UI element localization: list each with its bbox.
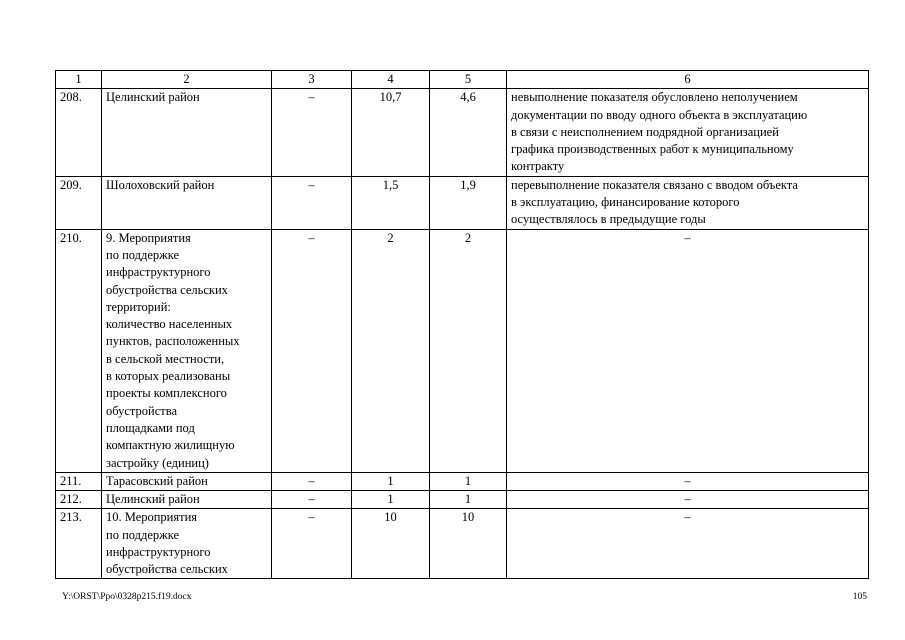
table-row: [56, 509, 869, 579]
row-col3-value: –: [272, 472, 352, 490]
name-line: площадками под: [106, 420, 195, 435]
row-col3-value: –: [272, 89, 352, 176]
header-col-2: 2: [102, 71, 272, 89]
table-row: [56, 491, 869, 509]
table-header-row: [56, 71, 869, 89]
note-line: осуществлялось в предыдущие годы: [511, 212, 706, 227]
table-row: [56, 89, 869, 176]
row-note: –: [507, 491, 869, 509]
row-col4-value: 1: [352, 472, 430, 490]
table-row: [56, 176, 869, 229]
data-table: [55, 70, 869, 579]
row-name: [102, 509, 272, 579]
footer-file-path: Y:\ORST\Ppo\0328p215.f19.docx: [62, 592, 192, 602]
row-col3-value: –: [272, 229, 352, 472]
name-line: в сельской местности,: [106, 351, 225, 366]
note-line: невыполнение показателя обусловлено неполучением: [511, 90, 798, 105]
row-name: Тарасовский район: [102, 472, 272, 490]
header-col-6: 6: [507, 71, 869, 89]
header-col-1: 1: [56, 71, 102, 89]
row-note: [507, 176, 869, 229]
note-line: документации по вводу одного объекта в эксплуатацию: [511, 107, 808, 122]
name-line: обустройства сельских: [106, 562, 228, 577]
row-number: 210.: [56, 229, 102, 472]
page-number: 105: [852, 592, 867, 602]
header-col-4: 4: [352, 71, 430, 89]
name-line: в которых реализованы: [106, 369, 231, 384]
row-note: –: [507, 509, 869, 579]
row-number: 211.: [56, 472, 102, 490]
name-line: инфраструктурного: [106, 545, 211, 560]
name-line: 10. Мероприятия: [106, 510, 198, 525]
row-number: 212.: [56, 491, 102, 509]
note-line: контракту: [511, 159, 565, 174]
name-line: пунктов, расположенных: [106, 334, 240, 349]
row-number: 213.: [56, 509, 102, 579]
row-col5-value: 1: [430, 491, 507, 509]
row-col3-value: –: [272, 491, 352, 509]
name-line: компактную жилищную: [106, 438, 235, 453]
row-col4-value: 10: [352, 509, 430, 579]
row-col5-value: 4,6: [430, 89, 507, 176]
name-line: инфраструктурного: [106, 265, 211, 280]
row-col3-value: –: [272, 509, 352, 579]
name-line: 9. Мероприятия: [106, 230, 191, 245]
row-note: [507, 89, 869, 176]
row-number: 209.: [56, 176, 102, 229]
row-note: –: [507, 472, 869, 490]
table-row: [56, 472, 869, 490]
row-name: Шолоховский район: [102, 176, 272, 229]
name-line: по поддержке: [106, 527, 180, 542]
name-line: территорий:: [106, 299, 171, 314]
row-name: Целинский район: [102, 89, 272, 176]
row-col4-value: 10,7: [352, 89, 430, 176]
note-line: графика производственных работ к муниципальному: [511, 142, 794, 157]
page-bottom-rule: [55, 578, 869, 579]
name-line: по поддержке: [106, 247, 180, 262]
header-col-3: 3: [272, 71, 352, 89]
row-name: Целинский район: [102, 491, 272, 509]
row-col5-value: 1,9: [430, 176, 507, 229]
name-line: проекты комплексного: [106, 386, 227, 401]
note-line: перевыполнение показателя связано с вводом объекта: [511, 177, 798, 192]
row-col5-value: 1: [430, 472, 507, 490]
note-line: в связи с неисполнением подрядной организацией: [511, 124, 779, 139]
row-col3-value: –: [272, 176, 352, 229]
row-number: 208.: [56, 89, 102, 176]
header-col-5: 5: [430, 71, 507, 89]
row-note: –: [507, 229, 869, 472]
row-col5-value: 2: [430, 229, 507, 472]
row-col4-value: 1,5: [352, 176, 430, 229]
name-line: застройку (единиц): [106, 455, 209, 470]
name-line: обустройства: [106, 403, 178, 418]
row-name: [102, 229, 272, 472]
row-col4-value: 2: [352, 229, 430, 472]
name-line: количество населенных: [106, 317, 233, 332]
note-line: в эксплуатацию, финансирование которого: [511, 195, 740, 210]
row-col4-value: 1: [352, 491, 430, 509]
row-col5-value: 10: [430, 509, 507, 579]
table-row: [56, 229, 869, 472]
name-line: обустройства сельских: [106, 282, 228, 297]
